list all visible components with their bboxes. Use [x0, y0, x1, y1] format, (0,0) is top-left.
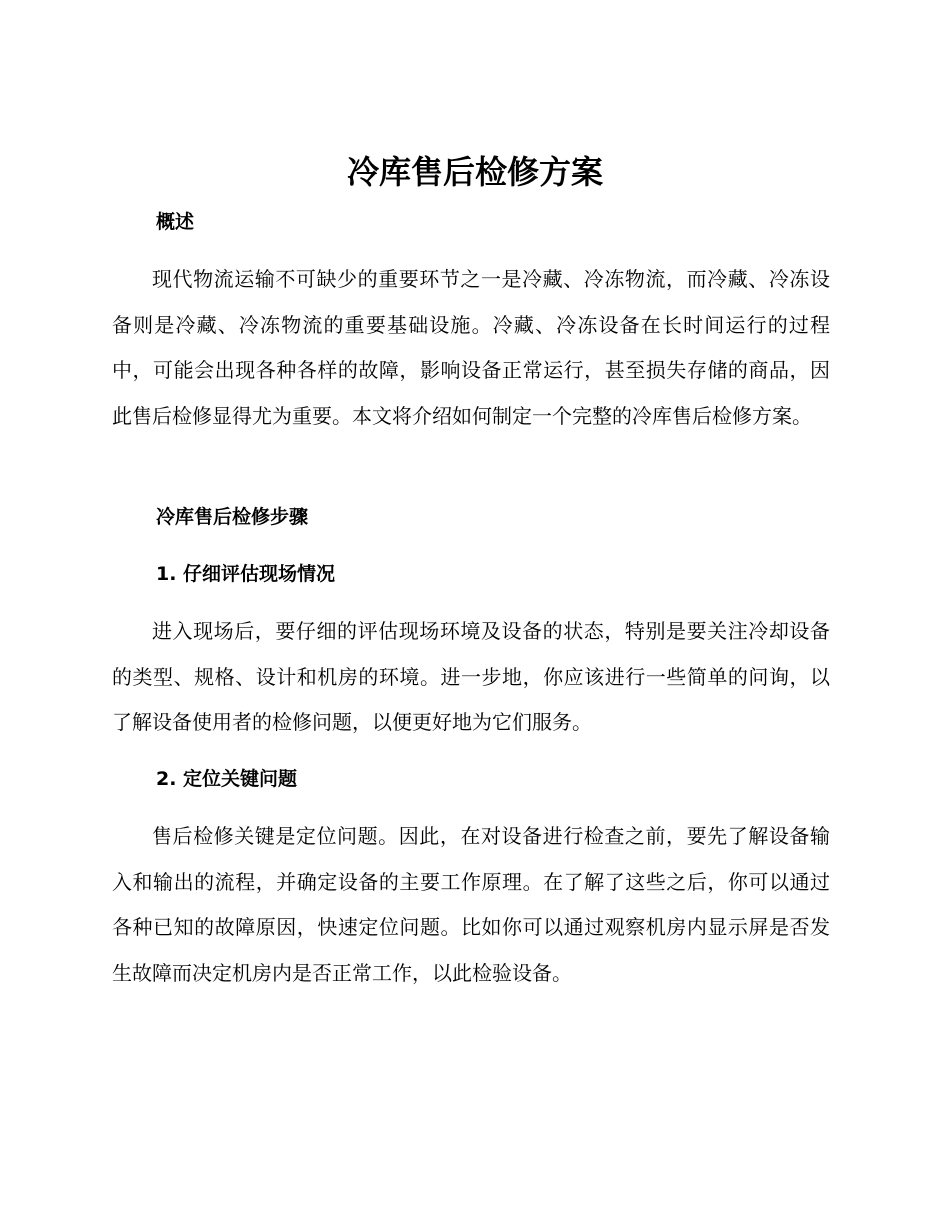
step1-paragraph: 进入现场后，要仔细的评估现场环境及设备的状态，特别是要关注冷却设备的类型、规格、设计和机房的环境。进一步地，你应该进行一些简单的问询，以了解设备使用者的检修问题，以便更好地为它们服务。 [112, 619, 830, 734]
steps-heading: 冷库售后检修步骤 [156, 506, 309, 528]
overview-heading: 概述 [156, 211, 195, 233]
document-title: 冷库售后检修方案 [346, 153, 603, 191]
overview-paragraph: 现代物流运输不可缺少的重要环节之一是冷藏、冷冻物流，而冷藏、冷冻设备则是冷藏、冷冻物流的重要基础设施。冷藏、冷冻设备在长时间运行的过程中，可能会出现各种各样的故障，影响设备正常运行，甚至损失存储的商品，因此售后检修显得尤为重要。本文将介绍如何制定一个完整的冷库售后检修方案。 [112, 267, 830, 428]
step2-paragraph: 售后检修关键是定位问题。因此，在对设备进行检查之前，要先了解设备输入和输出的流程，并确定设备的主要工作原理。在了解了这些之后，你可以通过各种已知的故障原因，快速定位问题。比如你可以通过观察机房内显示屏是否发生故障而决定机房内是否正常工作，以此检验设备。 [112, 824, 830, 985]
step2-heading: 2. 定位关键问题 [156, 768, 298, 790]
step1-heading: 1. 仔细评估现场情况 [156, 563, 336, 585]
